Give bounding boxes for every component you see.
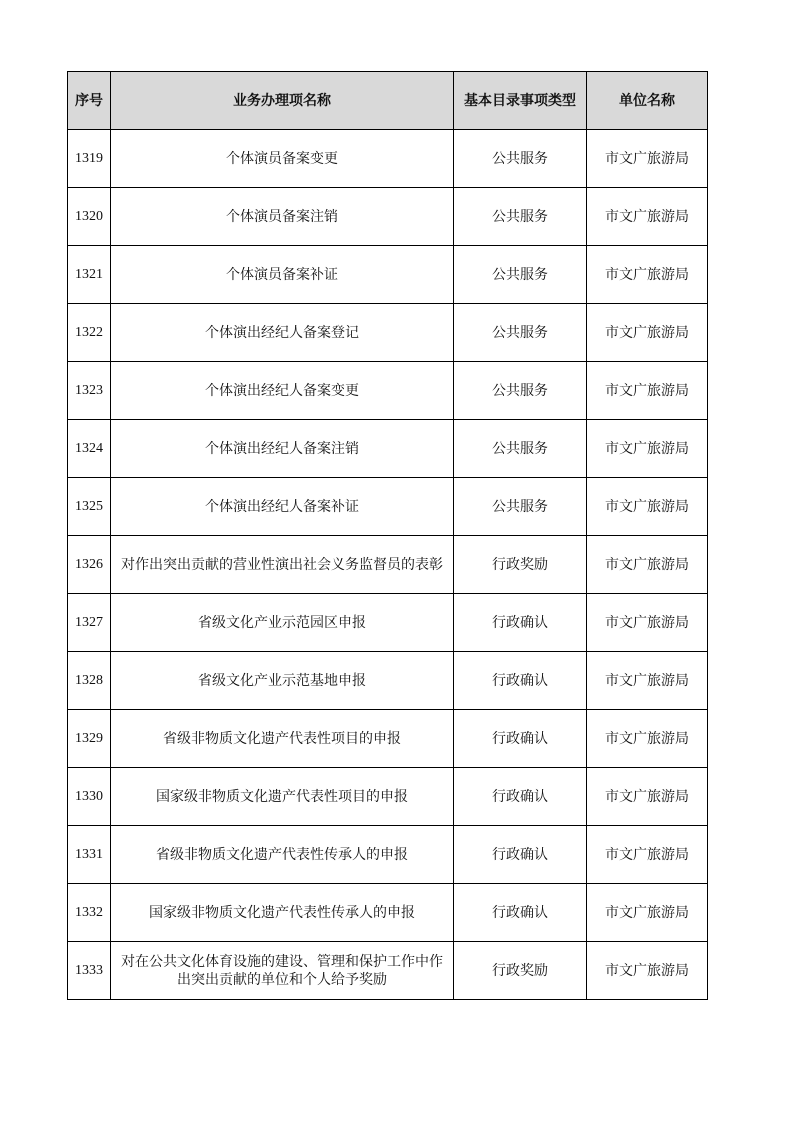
unit-name-cell: 市文广旅游局: [587, 884, 708, 942]
table-row: [68, 710, 708, 768]
unit-name-cell: 市文广旅游局: [587, 942, 708, 1000]
item-name-cell: 个体演员备案补证: [111, 246, 454, 304]
table-row: [68, 768, 708, 826]
unit-name-cell: 市文广旅游局: [587, 652, 708, 710]
table-row: [68, 536, 708, 594]
table-row: [68, 884, 708, 942]
item-name-cell: 省级非物质文化遗产代表性项目的申报: [111, 710, 454, 768]
serial-number-cell: 1324: [68, 420, 111, 478]
unit-name-cell: 市文广旅游局: [587, 188, 708, 246]
table-row: [68, 362, 708, 420]
serial-number-cell: 1328: [68, 652, 111, 710]
item-type-cell: 行政确认: [454, 710, 587, 768]
item-name-cell: 个体演出经纪人备案登记: [111, 304, 454, 362]
unit-name-cell: 市文广旅游局: [587, 826, 708, 884]
table-row: [68, 246, 708, 304]
header-item-type: 基本目录事项类型: [454, 72, 587, 130]
item-type-cell: 行政确认: [454, 884, 587, 942]
serial-number-cell: 1332: [68, 884, 111, 942]
item-type-cell: 行政确认: [454, 652, 587, 710]
table-row: [68, 478, 708, 536]
unit-name-cell: 市文广旅游局: [587, 768, 708, 826]
unit-name-cell: 市文广旅游局: [587, 130, 708, 188]
item-name-cell: 对在公共文化体育设施的建设、管理和保护工作中作出突出贡献的单位和个人给予奖励: [111, 942, 454, 1000]
unit-name-cell: 市文广旅游局: [587, 478, 708, 536]
table-row: [68, 420, 708, 478]
item-type-cell: 行政确认: [454, 768, 587, 826]
item-type-cell: 行政奖励: [454, 536, 587, 594]
serial-number-cell: 1322: [68, 304, 111, 362]
unit-name-cell: 市文广旅游局: [587, 246, 708, 304]
item-name-cell: 省级文化产业示范园区申报: [111, 594, 454, 652]
item-name-cell: 省级文化产业示范基地申报: [111, 652, 454, 710]
serial-number-cell: 1330: [68, 768, 111, 826]
serial-number-cell: 1320: [68, 188, 111, 246]
table-body: [68, 130, 708, 1000]
item-type-cell: 公共服务: [454, 188, 587, 246]
item-name-cell: 个体演员备案注销: [111, 188, 454, 246]
unit-name-cell: 市文广旅游局: [587, 304, 708, 362]
item-name-cell: 个体演员备案变更: [111, 130, 454, 188]
header-item-name: 业务办理项名称: [111, 72, 454, 130]
serial-number-cell: 1323: [68, 362, 111, 420]
serial-number-cell: 1321: [68, 246, 111, 304]
item-type-cell: 公共服务: [454, 304, 587, 362]
header-unit-name: 单位名称: [587, 72, 708, 130]
item-type-cell: 行政奖励: [454, 942, 587, 1000]
serial-number-cell: 1329: [68, 710, 111, 768]
serial-number-cell: 1326: [68, 536, 111, 594]
service-items-table: [67, 71, 708, 1000]
item-name-cell: 国家级非物质文化遗产代表性项目的申报: [111, 768, 454, 826]
serial-number-cell: 1327: [68, 594, 111, 652]
table-row: [68, 304, 708, 362]
item-name-cell: 对作出突出贡献的营业性演出社会义务监督员的表彰: [111, 536, 454, 594]
item-name-cell: 个体演出经纪人备案变更: [111, 362, 454, 420]
unit-name-cell: 市文广旅游局: [587, 362, 708, 420]
header-serial-number: 序号: [68, 72, 111, 130]
serial-number-cell: 1319: [68, 130, 111, 188]
table-row: [68, 130, 708, 188]
serial-number-cell: 1333: [68, 942, 111, 1000]
table-row: [68, 942, 708, 1000]
item-type-cell: 行政确认: [454, 594, 587, 652]
serial-number-cell: 1331: [68, 826, 111, 884]
table-row: [68, 188, 708, 246]
table-row: [68, 594, 708, 652]
unit-name-cell: 市文广旅游局: [587, 594, 708, 652]
unit-name-cell: 市文广旅游局: [587, 420, 708, 478]
item-type-cell: 公共服务: [454, 362, 587, 420]
unit-name-cell: 市文广旅游局: [587, 536, 708, 594]
table-row: [68, 826, 708, 884]
table-row: [68, 652, 708, 710]
item-type-cell: 公共服务: [454, 420, 587, 478]
unit-name-cell: 市文广旅游局: [587, 710, 708, 768]
table-header: [68, 72, 708, 130]
item-name-cell: 国家级非物质文化遗产代表性传承人的申报: [111, 884, 454, 942]
item-name-cell: 个体演出经纪人备案注销: [111, 420, 454, 478]
item-type-cell: 公共服务: [454, 130, 587, 188]
item-name-cell: 个体演出经纪人备案补证: [111, 478, 454, 536]
item-type-cell: 公共服务: [454, 246, 587, 304]
serial-number-cell: 1325: [68, 478, 111, 536]
header-row: [68, 72, 708, 130]
item-type-cell: 行政确认: [454, 826, 587, 884]
item-type-cell: 公共服务: [454, 478, 587, 536]
item-name-cell: 省级非物质文化遗产代表性传承人的申报: [111, 826, 454, 884]
